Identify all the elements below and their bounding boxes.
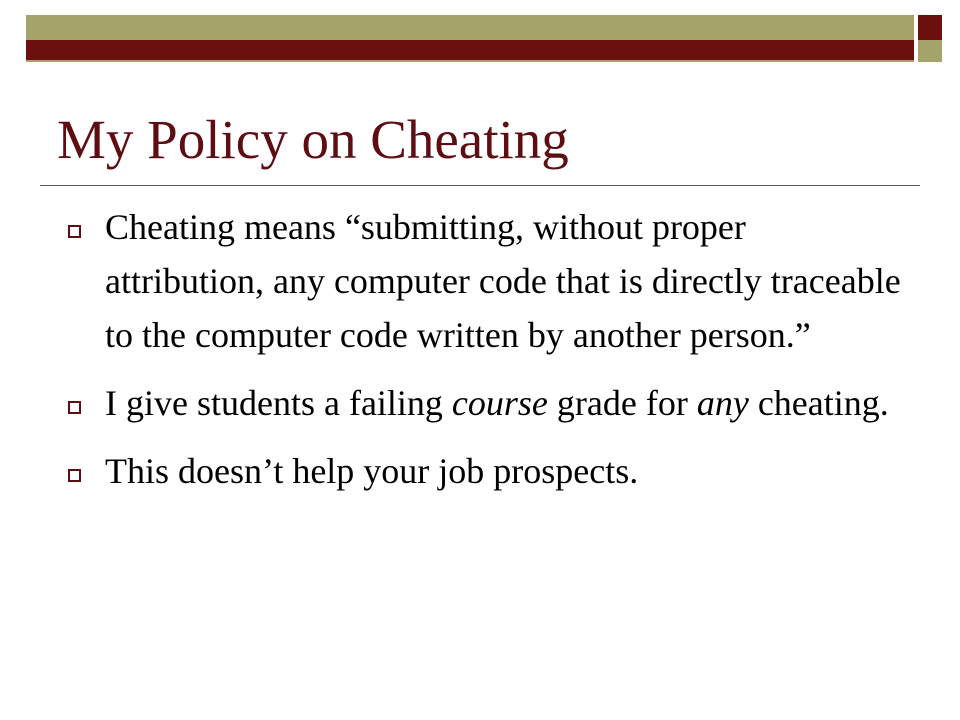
- bullet-text-segment: cheating.: [748, 383, 889, 423]
- bullet-text-emphasis: any: [696, 383, 749, 423]
- hollow-square-icon: [68, 225, 81, 238]
- header-maroon-bar: [26, 40, 914, 60]
- bullet-item: [68, 376, 908, 430]
- bullet-item: [68, 444, 908, 498]
- bullet-text-emphasis: course: [451, 383, 548, 423]
- hollow-square-icon: [68, 401, 81, 414]
- hollow-square-icon: [68, 469, 81, 482]
- bullet-list: [68, 200, 908, 512]
- corner-maroon-block: [918, 15, 942, 40]
- slide-title: My Policy on Cheating: [57, 109, 569, 170]
- bullet-text-segment: grade for: [547, 383, 697, 423]
- title-divider: [40, 185, 920, 186]
- bullet-text-segment: This doesn’t help your job prospects.: [105, 451, 639, 491]
- bullet-text: [105, 376, 908, 430]
- bullet-text-segment: Cheating means “submitting, without proper attribution, any computer code that is directly traceable to the computer code written by another person.”: [105, 207, 901, 355]
- corner-olive-block: [918, 40, 942, 62]
- header-olive-bar: [26, 15, 914, 40]
- header-olive-stripe: [26, 60, 914, 62]
- bullet-text: [105, 200, 908, 362]
- bullet-text-segment: I give students a failing: [105, 383, 452, 423]
- bullet-item: [68, 200, 908, 362]
- bullet-text: [105, 444, 908, 498]
